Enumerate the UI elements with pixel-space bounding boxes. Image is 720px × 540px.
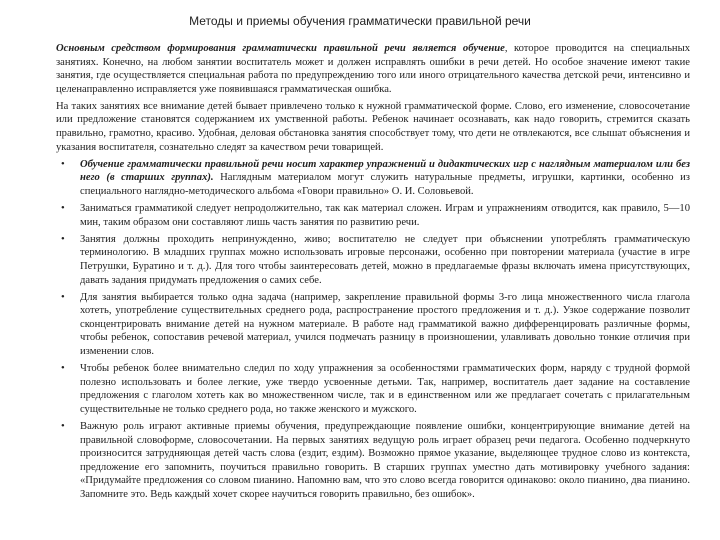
bullet-icon: • xyxy=(61,203,65,215)
list-item-text: Для занятия выбирается только одна задача (например, закрепление правильной формы 3-го лица множественного числа глагола хотеть, употребление существительных среднего рода, распространение простого предложения и т. д.). Узкое содержание позволит сконцентрировать внимание детей на нужном материале. В работе над грамматикой важно дифференцировать различные формы, чтобы ребенок, сопоставив речевой материал, учился подмечать разницу в произношении, улавливать довольно тонкие отличия при изменении слов. xyxy=(80,291,690,357)
list-item-text: Чтобы ребенок более внимательно следил по ходу упражнения за особенностями грамматических форм, наряду с трудной формой полезно использовать и более легкие, уже твердо усвоенные детьми. Так, например, воспитатель дает задание на составление предложения с глаголом хотеть как во множественном числе, так и в единственном или же предлагает сочетать с прилагательным существительные не только среднего рода, но также женского и мужского. xyxy=(80,363,690,415)
document-body xyxy=(56,42,690,505)
bullet-icon: • xyxy=(61,158,65,170)
intro-term: обучение xyxy=(456,43,505,54)
list-item xyxy=(56,362,690,416)
list-item-text: Заниматься грамматикой следует непродолжительно, так как материал сложен. Играм и упражнениям отводится, как правило, 5—10 мин, таким образом они составляют лишь часть занятия по развитию речи. xyxy=(80,203,690,228)
list-item-text: Важную роль играют активные приемы обучения, предупреждающие появление ошибки, концентрирующие внимание детей на правильной словоформе, словосочетании. На первых занятиях ведущую роль играет образец речи педагога. Особенно подчеркнуто произносится затрудняющая детей часть слова (ездит, ездим). Возможно прямое указание, выделяющее трудное слово из контекста, предложение его запомнить, поучиться правильно говорить. В старших группах уместно дать мотивировку учебного задания: «Придумайте предложения со словом пианино. Напомню вам, что это слово всегда говорится одинаково: около пианино, два пианино. Запомните это. Ведь каждый хочет скорее научиться говорить правильно, без ошибок». xyxy=(80,420,690,500)
list-item xyxy=(56,291,690,359)
paragraph-2: На таких занятиях все внимание детей бывает привлечено только к нужной грамматической форме. Слово, его изменение, словосочетание или предложение становятся содержанием их умственной работы. Ребенок начинает осознавать, как надо говорить, стремится сказать правильно, грамотно, красиво. Удобная, деловая обстановка занятия способствует тому, что дети не отвлекаются, все слышат объяснения и указания воспитателя, сознательно следят за качеством речи товарищей. xyxy=(56,100,690,153)
list-item xyxy=(56,420,690,502)
bullet-icon: • xyxy=(61,363,65,375)
intro-text: , которое проводится на специальных занятиях. Конечно, на любом занятии воспитатель может и должен исправлять ошибки в речи детей. Но особое значение имеют такие занятия, где осуществляется специальная работа по предупреждению того или иного отрицательного качества детской речи, интенсивно и целенаправленно исправляется уже появившаяся грамматическая ошибка. xyxy=(56,43,690,95)
bullet-icon: • xyxy=(61,291,65,303)
list-item xyxy=(56,233,690,287)
list-item xyxy=(56,202,690,229)
bullet-icon: • xyxy=(61,233,65,245)
intro-paragraph xyxy=(56,42,690,96)
list-item xyxy=(56,158,690,199)
bullet-list xyxy=(56,158,690,502)
intro-emphasis: Основным средством формирования грамматически правильной речи является xyxy=(56,43,457,54)
list-item-text: Занятия должны проходить непринужденно, живо; воспитателю не следует при объяснении употреблять грамматическую терминологию. В младших группах можно использовать игровые персонажи, особенно при повторении материала (участие в игре Петрушки, Буратино и т. д.). Для того чтобы заинтересовать детей, можно в предлагаемые фразы включать имена присутствующих, давать задания придумать предложения о самих себе. xyxy=(80,233,690,286)
list-item-text: Наглядным материалом могут служить натуральные предметы, игрушки, картинки, особенно из специального наглядно-методического альбома «Говори правильно» О. И. Соловьевой. xyxy=(80,172,690,197)
bullet-icon: • xyxy=(61,420,65,432)
page-title: Методы и приемы обучения грамматически правильной речи xyxy=(189,14,531,28)
list-item-emphasis: Обучение грамматически правильной речи носит характер упражнений и дидактических игр с наглядным материалом или без него (в старших группах). xyxy=(80,158,690,184)
